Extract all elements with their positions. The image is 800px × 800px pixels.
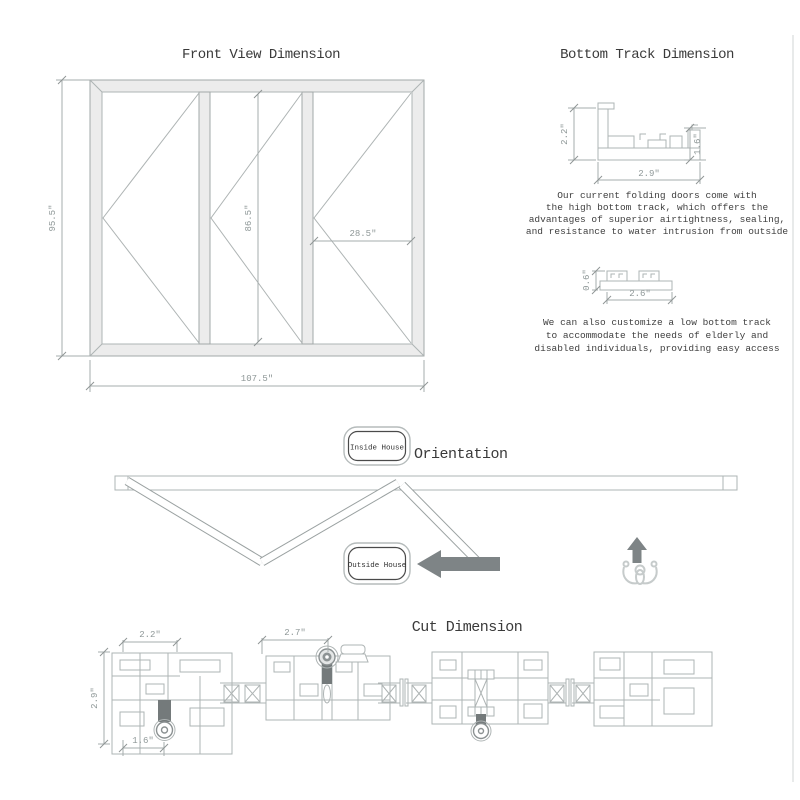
dim-low-track-width-label: 2.6": [629, 289, 651, 299]
plan-view-track: [115, 476, 737, 490]
handle-icon: [338, 645, 368, 662]
person-top-view-icon: [623, 562, 656, 585]
dim-cut-panel-thickness: [258, 628, 332, 654]
dim-high-track-left-label: 2.2": [560, 123, 570, 145]
dim-high-track-width: [594, 162, 704, 184]
front-view-section: [48, 47, 428, 392]
svg-text:We can also customize a low bo: We can also customize a low bottom track: [542, 317, 772, 328]
high-track-profile: [598, 103, 700, 160]
hinge-carrier-profile: [432, 652, 548, 741]
dim-low-track-height-label: 0.6": [582, 269, 592, 291]
dim-panel-width-label: 28.5": [349, 229, 377, 239]
cut-dimension-title: Cut Dimension: [411, 619, 523, 636]
low-track-description: [534, 317, 779, 354]
dim-cut-track-offset-label: 1.6": [132, 736, 154, 746]
svg-text:to accommodate the needs of el: to accommodate the needs of elderly and: [545, 330, 769, 341]
up-arrow-icon: [627, 537, 647, 563]
right-jamb-profile: [594, 652, 712, 726]
dim-high-track-width-label: 2.9": [638, 169, 660, 179]
meeting-stile-profile: [266, 645, 390, 720]
left-arrow-icon: [417, 550, 500, 578]
dim-cut-frame-width-label: 2.2": [139, 630, 161, 640]
dim-overall-width: [86, 360, 428, 392]
mullion-right: [302, 92, 313, 344]
svg-text:disabled individuals, providin: disabled individuals, providing easy access: [534, 343, 780, 354]
dim-high-track-left: [560, 104, 596, 164]
bottom-roller-wheel-icon: [154, 720, 175, 741]
dim-high-track-right-label: 1.6": [693, 133, 703, 155]
front-view-door-frame: [90, 80, 424, 356]
folded-panels-plan: [127, 481, 479, 563]
front-view-title: Front View Dimension: [181, 47, 341, 63]
dim-cut-frame-height-label: 2.9": [90, 687, 100, 709]
glass-section-3: [548, 679, 594, 706]
bottom-track-title: Bottom Track Dimension: [560, 47, 734, 63]
outside-house-label: Outside House: [347, 562, 407, 570]
high-track-description: [526, 190, 789, 237]
cut-dimension-section: [90, 619, 712, 756]
dim-cut-panel-thickness-label: 2.7": [284, 628, 306, 638]
dim-low-track-width: [603, 289, 676, 304]
dim-cut-frame-height: [90, 648, 110, 748]
outside-house-badge: [344, 543, 410, 584]
left-jamb-profile: [112, 653, 232, 754]
svg-text:advantages of superior airtigh: advantages of superior airtightness, sealing,: [528, 214, 786, 225]
dim-overall-height: [48, 76, 90, 360]
top-roller-wheel-icon: [316, 646, 338, 668]
inside-house-badge: [344, 427, 410, 465]
dim-overall-height-label: 95.5": [48, 204, 58, 232]
svg-text:Our current folding doors come: Our current folding doors come with: [557, 190, 757, 201]
svg-text:the high bottom track, which o: the high bottom track, which offers the: [545, 202, 769, 213]
svg-text:and resistance to water intrus: and resistance to water intrusion from outside: [525, 226, 789, 237]
inside-house-label: Inside House: [349, 444, 405, 453]
bottom-roller-bracket: [158, 700, 171, 722]
mullion-left: [199, 92, 210, 344]
orientation-title: Orientation: [414, 446, 508, 463]
dim-overall-width-label: 107.5": [240, 374, 274, 384]
viewer-indicator: [623, 537, 656, 584]
dim-cut-frame-width: [119, 630, 181, 652]
dim-panel-height-label: 86.5": [244, 204, 254, 232]
carrier-wheel-icon: [471, 721, 491, 741]
orientation-section: [115, 427, 737, 584]
low-track-profile: [600, 271, 672, 290]
bottom-track-section: [526, 47, 789, 354]
